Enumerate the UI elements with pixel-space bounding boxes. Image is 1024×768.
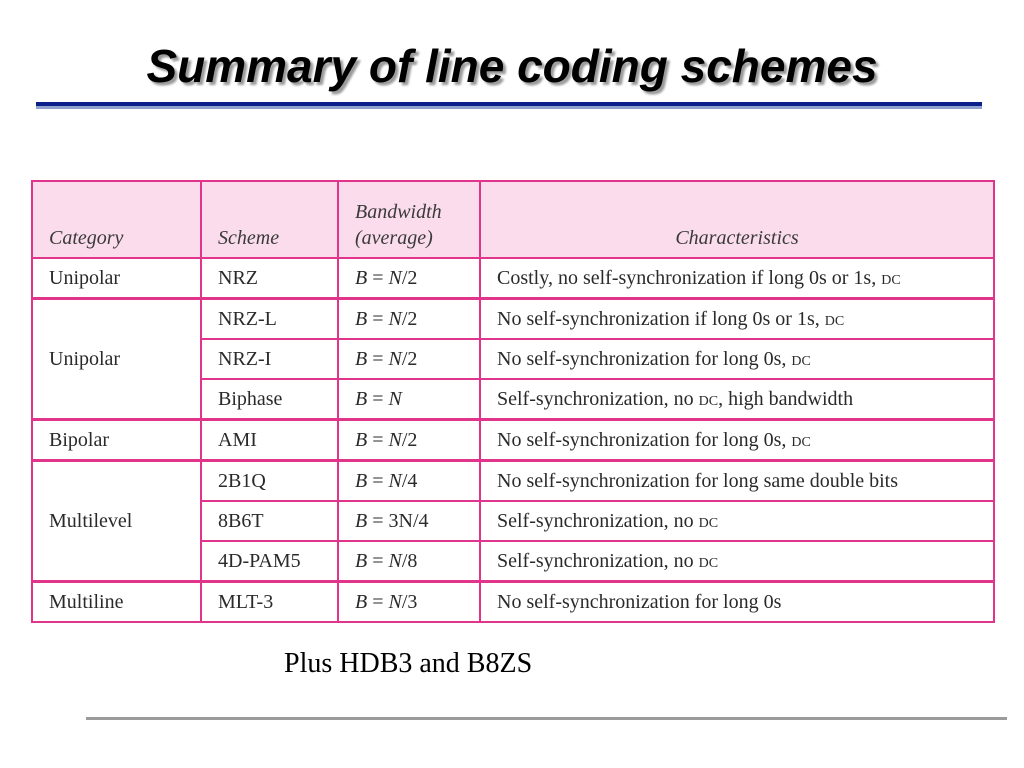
table-body [32,258,994,622]
cell-bandwidth: B = N/4 [338,461,480,502]
cell-scheme: MLT-3 [201,582,338,623]
header-characteristics: Characteristics [480,181,994,258]
cell-bandwidth: B = N/2 [338,299,480,340]
table-row [32,461,994,502]
cell-bandwidth: B = N/2 [338,339,480,379]
title-underline-shadow [36,106,982,109]
cell-characteristics: Costly, no self-synchronization if long 0s or 1s, dc [480,258,994,299]
header-bandwidth [338,181,480,258]
cell-scheme: 4D-PAM5 [201,541,338,582]
cell-scheme: 8B6T [201,501,338,541]
cell-bandwidth: B = N/2 [338,258,480,299]
cell-category: Unipolar [32,258,201,299]
cell-scheme: 2B1Q [201,461,338,502]
cell-category: Multilevel [32,461,201,582]
table-row [32,582,994,623]
cell-characteristics: Self-synchronization, no dc [480,501,994,541]
table-header-row [32,181,994,258]
header-bandwidth-line1: Bandwidth [355,201,442,223]
cell-bandwidth: B = N/3 [338,582,480,623]
cell-characteristics: No self-synchronization for long 0s, dc [480,339,994,379]
cell-scheme: NRZ-I [201,339,338,379]
cell-scheme: NRZ-L [201,299,338,340]
cell-characteristics: Self-synchronization, no dc [480,541,994,582]
cell-bandwidth: B = N/2 [338,420,480,461]
bottom-rule [86,717,1007,720]
table-row [32,420,994,461]
header-scheme: Scheme [201,181,338,258]
cell-scheme: Biphase [201,379,338,420]
cell-characteristics: No self-synchronization for long 0s [480,582,994,623]
line-coding-table [31,180,995,623]
line-coding-table-container [31,180,995,623]
cell-characteristics: No self-synchronization for long same double bits [480,461,994,502]
cell-scheme: NRZ [201,258,338,299]
cell-category: Bipolar [32,420,201,461]
cell-characteristics: Self-synchronization, no dc, high bandwidth [480,379,994,420]
cell-bandwidth: B = N/8 [338,541,480,582]
table-row [32,258,994,299]
slide-title: Summary of line coding schemes [146,40,878,92]
table-row [32,299,994,340]
header-bandwidth-line2: (average) [355,227,433,249]
cell-bandwidth: B = N [338,379,480,420]
cell-category: Unipolar [32,299,201,420]
header-category: Category [32,181,201,258]
cell-category: Multiline [32,582,201,623]
cell-scheme: AMI [201,420,338,461]
cell-characteristics: No self-synchronization for long 0s, dc [480,420,994,461]
cell-characteristics: No self-synchronization if long 0s or 1s, dc [480,299,994,340]
footnote-text: Plus HDB3 and B8ZS [284,648,533,679]
cell-bandwidth: B = 3N/4 [338,501,480,541]
